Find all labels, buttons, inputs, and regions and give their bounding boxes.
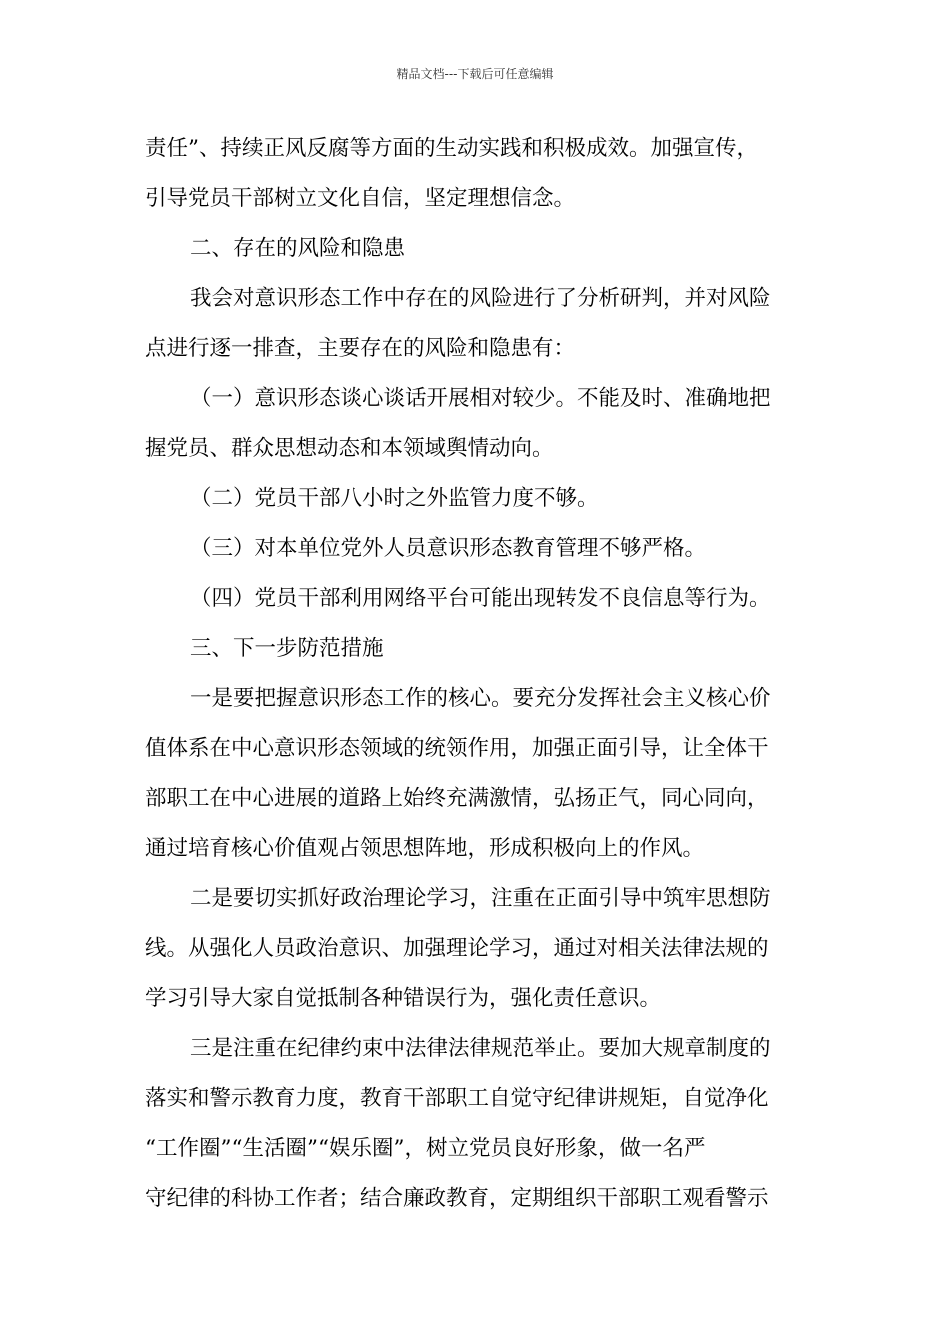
paragraph-line: 责任”、持续正风反腐等方面的生动实践和积极成效。加强宣传，: [145, 136, 758, 161]
paragraph-line: 二是要切实抓好政治理论学习，注重在正面引导中筑牢思想防: [190, 886, 771, 911]
list-item: （二）党员干部八小时之外监管力度不够。: [190, 486, 599, 511]
paragraph-line: 通过培育核心价值观占领思想阵地，形成积极向上的作风。: [145, 836, 705, 861]
paragraph-line: 握党员、群众思想动态和本领域舆情动向。: [145, 436, 554, 461]
paragraph-line: “工作圈”“生活圈”“娱乐圈”，树立党员良好形象，做一名严: [145, 1136, 706, 1161]
document-body: [145, 129, 815, 1229]
paragraph-line: 守纪律的科协工作者；结合廉政教育，定期组织干部职工观看警示: [145, 1186, 769, 1211]
paragraph-line: 学习引导大家自觉抵制各种错误行为，强化责任意识。: [145, 986, 662, 1011]
list-item: （四）党员干部利用网络平台可能出现转发不良信息等行为。: [190, 586, 771, 611]
paragraph-line: 值体系在中心意识形态领域的统领作用，加强正面引导，让全体干: [145, 736, 769, 761]
paragraph-line: 部职工在中心进展的道路上始终充满激情，弘扬正气，同心同向，: [145, 786, 769, 811]
section-heading: 二、存在的风险和隐患: [190, 236, 406, 261]
section-heading: 三、下一步防范措施: [190, 636, 384, 661]
paragraph-line: 一是要把握意识形态工作的核心。要充分发挥社会主义核心价: [190, 686, 771, 711]
paragraph-line: 落实和警示教育力度，教育干部职工自觉守纪律讲规矩，自觉净化: [145, 1086, 769, 1111]
paragraph-line: 点进行逐一排查，主要存在的风险和隐患有：: [145, 336, 576, 361]
paragraph-line: 三是注重在纪律约束中法律法律规范举止。要加大规章制度的: [190, 1036, 771, 1061]
paragraph-line: 线。从强化人员政治意识、加强理论学习，通过对相关法律法规的: [145, 936, 769, 961]
paragraph-line: 我会对意识形态工作中存在的风险进行了分析研判，并对风险: [190, 286, 771, 311]
list-item: （一）意识形态谈心谈话开展相对较少。不能及时、准确地把: [190, 386, 771, 411]
page-header: 精品文档---下载后可任意编辑: [396, 67, 554, 81]
paragraph-line: 引导党员干部树立文化自信，坚定理想信念。: [145, 186, 576, 211]
list-item: （三）对本单位党外人员意识形态教育管理不够严格。: [190, 536, 707, 561]
